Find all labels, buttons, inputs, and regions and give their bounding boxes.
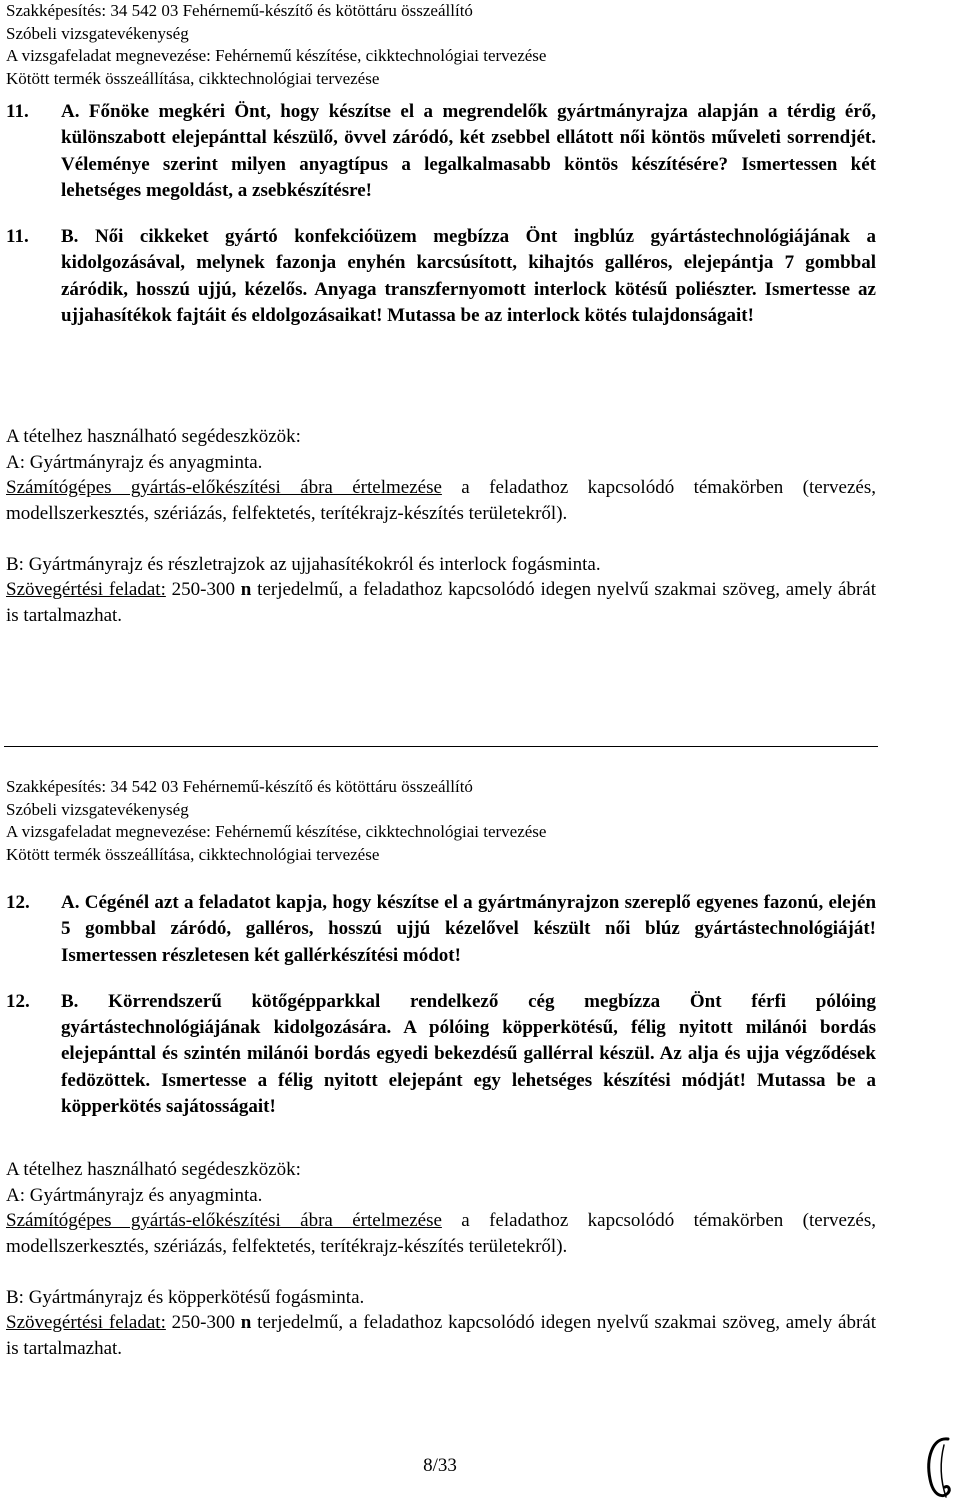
header-task-name: A vizsgafeladat megnevezése: Fehérnemű készítése, cikktechnológiai tervezése	[6, 822, 547, 841]
aids-text-rest: terjedelmű, a feladathoz kapcsolódó idegen nyelvű szakmai szöveg, amely ábrát is tartalmazhat.	[6, 579, 876, 626]
task-description: Főnöke megkéri Önt, hogy készítse el a megrendelők gyártmányrajza alapján a térdig érő, különszabott elejepánttal készülő, övvel záródó, két zsebbel ellátott női köntös műveleti sorrendjét. Véleménye szerint milyen anyagtípus a legalkalmasabb köntös készítésére? Ismertessen két lehetséges megoldást, a zsebkészítésre!	[61, 101, 876, 201]
aids-text-range: 250-300	[165, 1312, 241, 1333]
aids-12	[6, 1157, 876, 1361]
task-label: A.	[61, 892, 80, 913]
page-header-top	[6, 0, 546, 90]
header-qualification: Szakképesítés: 34 542 03 Fehérnemű-készítő és kötöttáru összeállító	[6, 1, 473, 20]
task-number: 12.	[6, 990, 30, 1012]
task-number: 12.	[6, 892, 30, 913]
page-number: 8/33	[423, 1455, 457, 1476]
aids-intro: A tételhez használható segédeszközök:	[6, 426, 301, 447]
task-text	[61, 99, 876, 204]
aids-b-line: B: Gyártmányrajz és részletrajzok az ujjahasítékokról és interlock fogásminta.	[6, 553, 601, 575]
task-label: A.	[61, 101, 80, 122]
aids-cad-rest: a feladathoz kapcsolódó témakörben (tervezés, modellszerkesztés, szériázás, felfektetés, terítékrajz-készítés területekről).	[6, 477, 876, 524]
aids-intro: A tételhez használható segédeszközök:	[6, 1159, 301, 1180]
task-label: B.	[61, 990, 79, 1012]
aids-cad	[6, 475, 876, 526]
task-text	[61, 224, 876, 329]
header-topic: Kötött termék összeállítása, cikktechnológiai tervezése	[6, 844, 380, 864]
task-11	[6, 99, 876, 329]
task-11b	[6, 224, 876, 329]
page-divider	[4, 746, 878, 747]
task-11a	[6, 99, 876, 204]
task-number: 11.	[6, 226, 29, 248]
task-12b	[6, 989, 876, 1120]
aids-cad-underlined: Számítógépes gyártás-előkészítési ábra értelmezése	[6, 1210, 442, 1231]
aids-cad-rest: a feladathoz kapcsolódó témakörben (tervezés, modellszerkesztés, szériázás, felfektetés, terítékrajz-készítés területekről).	[6, 1210, 876, 1257]
aids-cad	[6, 1208, 876, 1259]
task-12	[6, 890, 876, 1120]
aids-11	[6, 424, 876, 628]
aids-text-task	[6, 577, 876, 628]
aids-text-underlined: Szövegértési feladat:	[6, 579, 166, 600]
aids-b-line: B: Gyártmányrajz és köpperkötésű fogásminta.	[6, 1286, 365, 1308]
header-topic: Kötött termék összeállítása, cikktechnológiai tervezése	[6, 68, 380, 88]
task-text	[61, 989, 876, 1120]
aids-a-line: A: Gyártmányrajz és anyagminta.	[6, 1184, 263, 1206]
page-header-bottom	[6, 776, 546, 866]
header-qualification: Szakképesítés: 34 542 03 Fehérnemű-készítő és kötöttáru összeállító	[6, 777, 473, 796]
aids-text-n: n	[240, 1312, 252, 1333]
aids-text-task	[6, 1310, 876, 1361]
aids-text-rest: terjedelmű, a feladathoz kapcsolódó idegen nyelvű szakmai szöveg, amely ábrát is tartalmazhat.	[6, 1312, 876, 1359]
task-label: B.	[61, 226, 79, 248]
task-description: Körrendszerű kötőgépparkkal rendelkező cég megbízza Önt férfi pólóing gyártástechnológiájának kidolgozására. A pólóing köpperkötésű, félig nyitott milánói bordás elejepánttal és szintén milánói bordás egyedi bekezdésű gallérral készül. Az alja és ujja végződések fedözöttek. Ismertesse a félig nyitott elejepánt egy lehetséges készítési módját! Mutassa be a köpperkötés sajátosságait!	[61, 990, 876, 1118]
task-12a	[6, 890, 876, 969]
aids-cad-underlined: Számítógépes gyártás-előkészítési ábra értelmezése	[6, 477, 442, 498]
task-description: Cégénél azt a feladatot kapja, hogy készítse el a gyártmányrajzon szereplő egyenes fazonú, elején 5 gombbal záródó, galléros, hosszú ujjú kézelővel készült női blúz gyártástechnológiáját! Ismertessen részletesen két gallérkészítési módot!	[61, 892, 877, 966]
task-text	[61, 890, 876, 969]
task-description: Női cikkeket gyártó konfekcióüzem megbízza Önt ingblúz gyártástechnológiájának a kidolgozásával, melynek fazonja enyhén karcsúsított, kihajtós galléros, elejepántja 7 gombbal záródik, hosszú ujjú, kézelős. Anyaga transzfernyomott interlock kötésű poliészter. Ismertesse az ujjahasítékok fajtáit és eldolgozásaikat! Mutassa be az interlock kötés tulajdonságait!	[61, 226, 877, 327]
handwritten-signature	[918, 1425, 960, 1503]
aids-text-range: 250-300	[165, 579, 241, 600]
aids-text-underlined: Szövegértési feladat:	[6, 1312, 166, 1333]
aids-a-line: A: Gyártmányrajz és anyagminta.	[6, 451, 263, 473]
task-number: 11.	[6, 101, 29, 122]
header-task-name: A vizsgafeladat megnevezése: Fehérnemű készítése, cikktechnológiai tervezése	[6, 46, 547, 65]
header-exam-activity: Szóbeli vizsgatevékenység	[6, 799, 189, 819]
header-exam-activity: Szóbeli vizsgatevékenység	[6, 23, 189, 43]
aids-text-n: n	[240, 579, 252, 600]
